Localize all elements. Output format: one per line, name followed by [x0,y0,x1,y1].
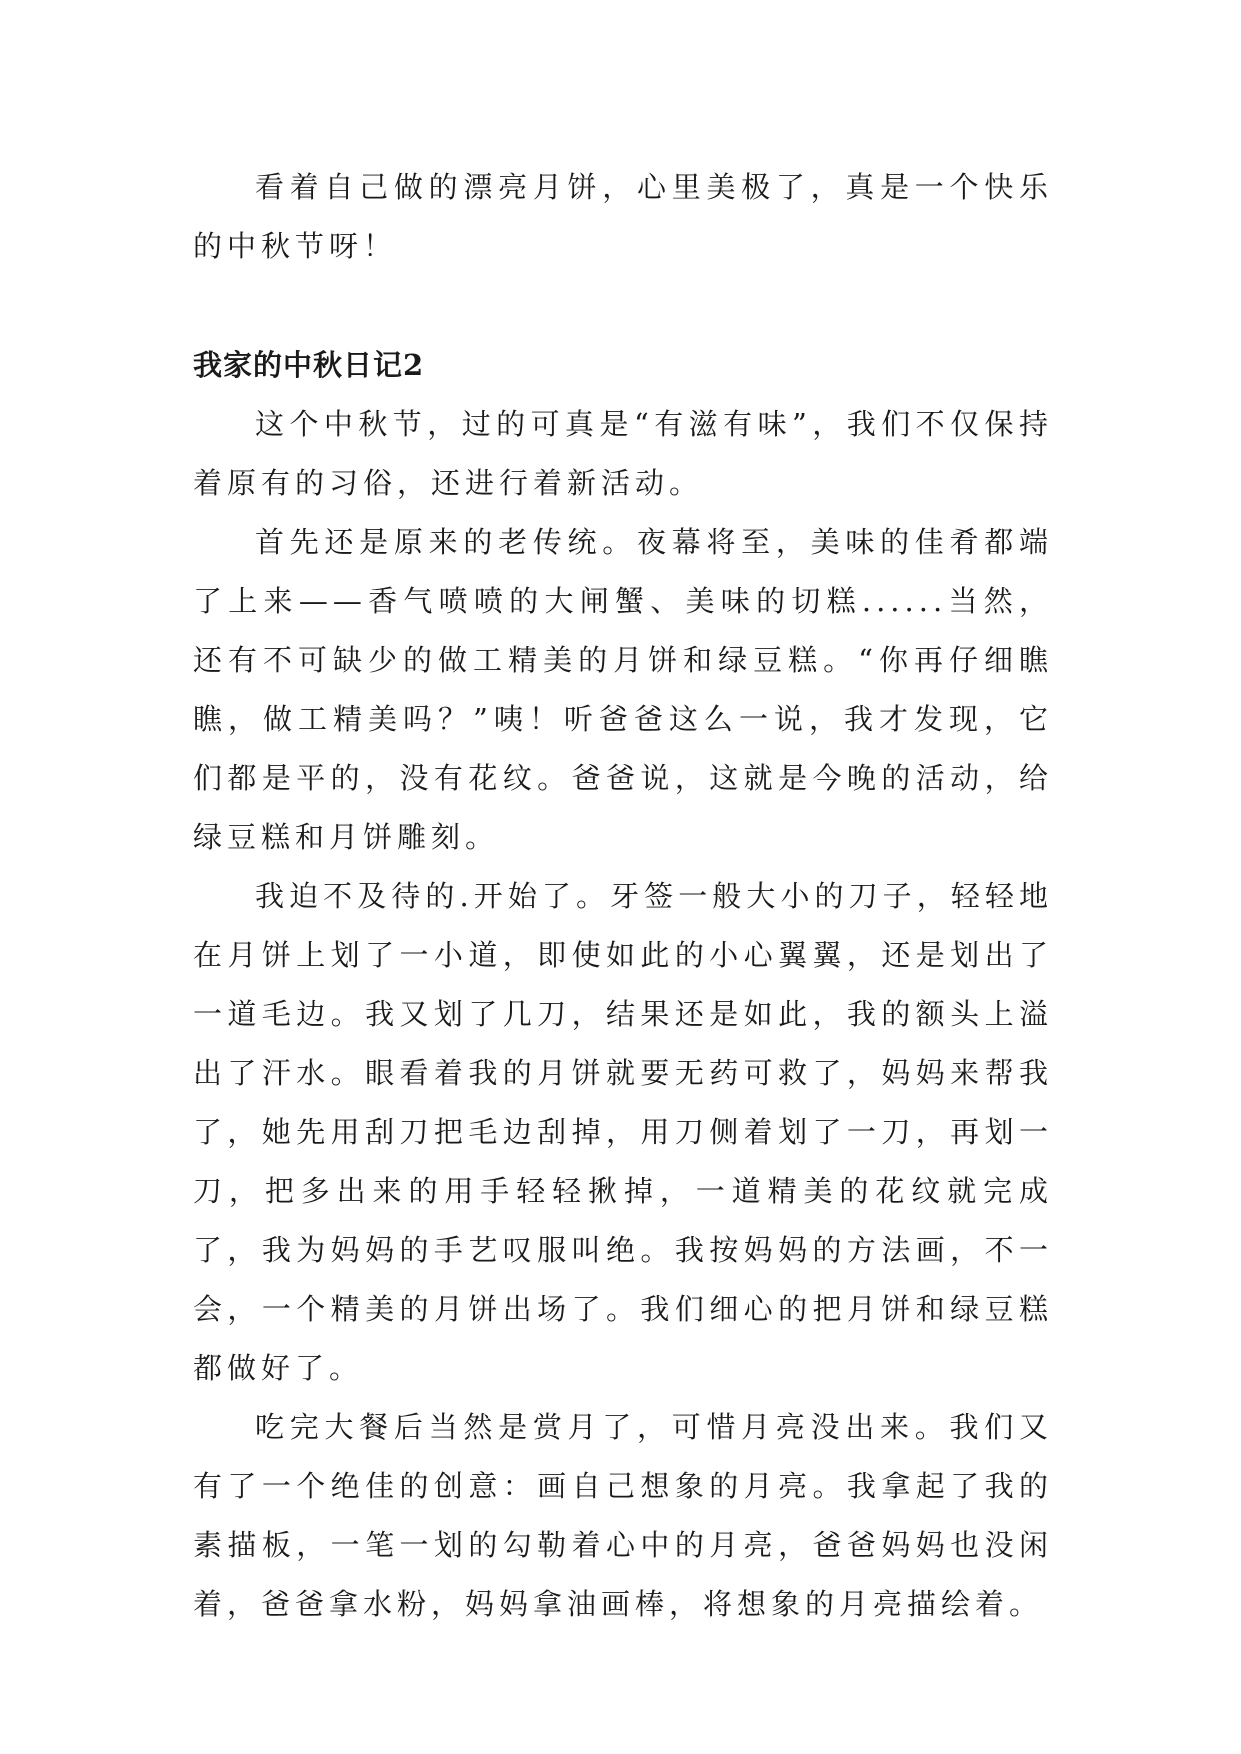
section-title: 我家的中秋日记2 [193,348,425,382]
paragraph-4: 吃完大餐后当然是赏月了，可惜月亮没出来。我们又有了一个绝佳的创意：画自己想象的月亮。我拿起了我的素描板，一笔一划的勾勒着心中的月亮，爸爸妈妈也没闲着，爸爸拿水粉，妈妈拿油画棒，将想象的月亮描绘着。 [193,1410,1053,1621]
intro-paragraph: 看着自己做的漂亮月饼，心里美极了，真是一个快乐的中秋节呀！ [193,170,1053,263]
document-body [193,158,1053,1634]
paragraph-3: 我迫不及待的.开始了。牙签一般大小的刀子，轻轻地在月饼上划了一小道，即使如此的小心翼翼，还是划出了一道毛边。我又划了几刀，结果还是如此，我的额头上溢出了汗水。眼看着我的月饼就要无药可救了，妈妈来帮我了，她先用刮刀把毛边刮掉，用刀侧着划了一刀，再划一刀，把多出来的用手轻轻揪掉，一道精美的花纹就完成了，我为妈妈的手艺叹服叫绝。我按妈妈的方法画，不一会，一个精美的月饼出场了。我们细心的把月饼和绿豆糕都做好了。 [193,879,1053,1385]
paragraph-1: 这个中秋节，过的可真是“有滋有味”，我们不仅保持着原有的习俗，还进行着新活动。 [193,407,1053,500]
paragraph-2: 首先还是原来的老传统。夜幕将至，美味的佳肴都端了上来——香气喷喷的大闸蟹、美味的切糕......当然，还有不可缺少的做工精美的月饼和绿豆糕。“你再仔细瞧瞧，做工精美吗？”咦！听爸爸这么一说，我才发现，它们都是平的，没有花纹。爸爸说，这就是今晚的活动，给绿豆糕和月饼雕刻。 [193,525,1053,854]
